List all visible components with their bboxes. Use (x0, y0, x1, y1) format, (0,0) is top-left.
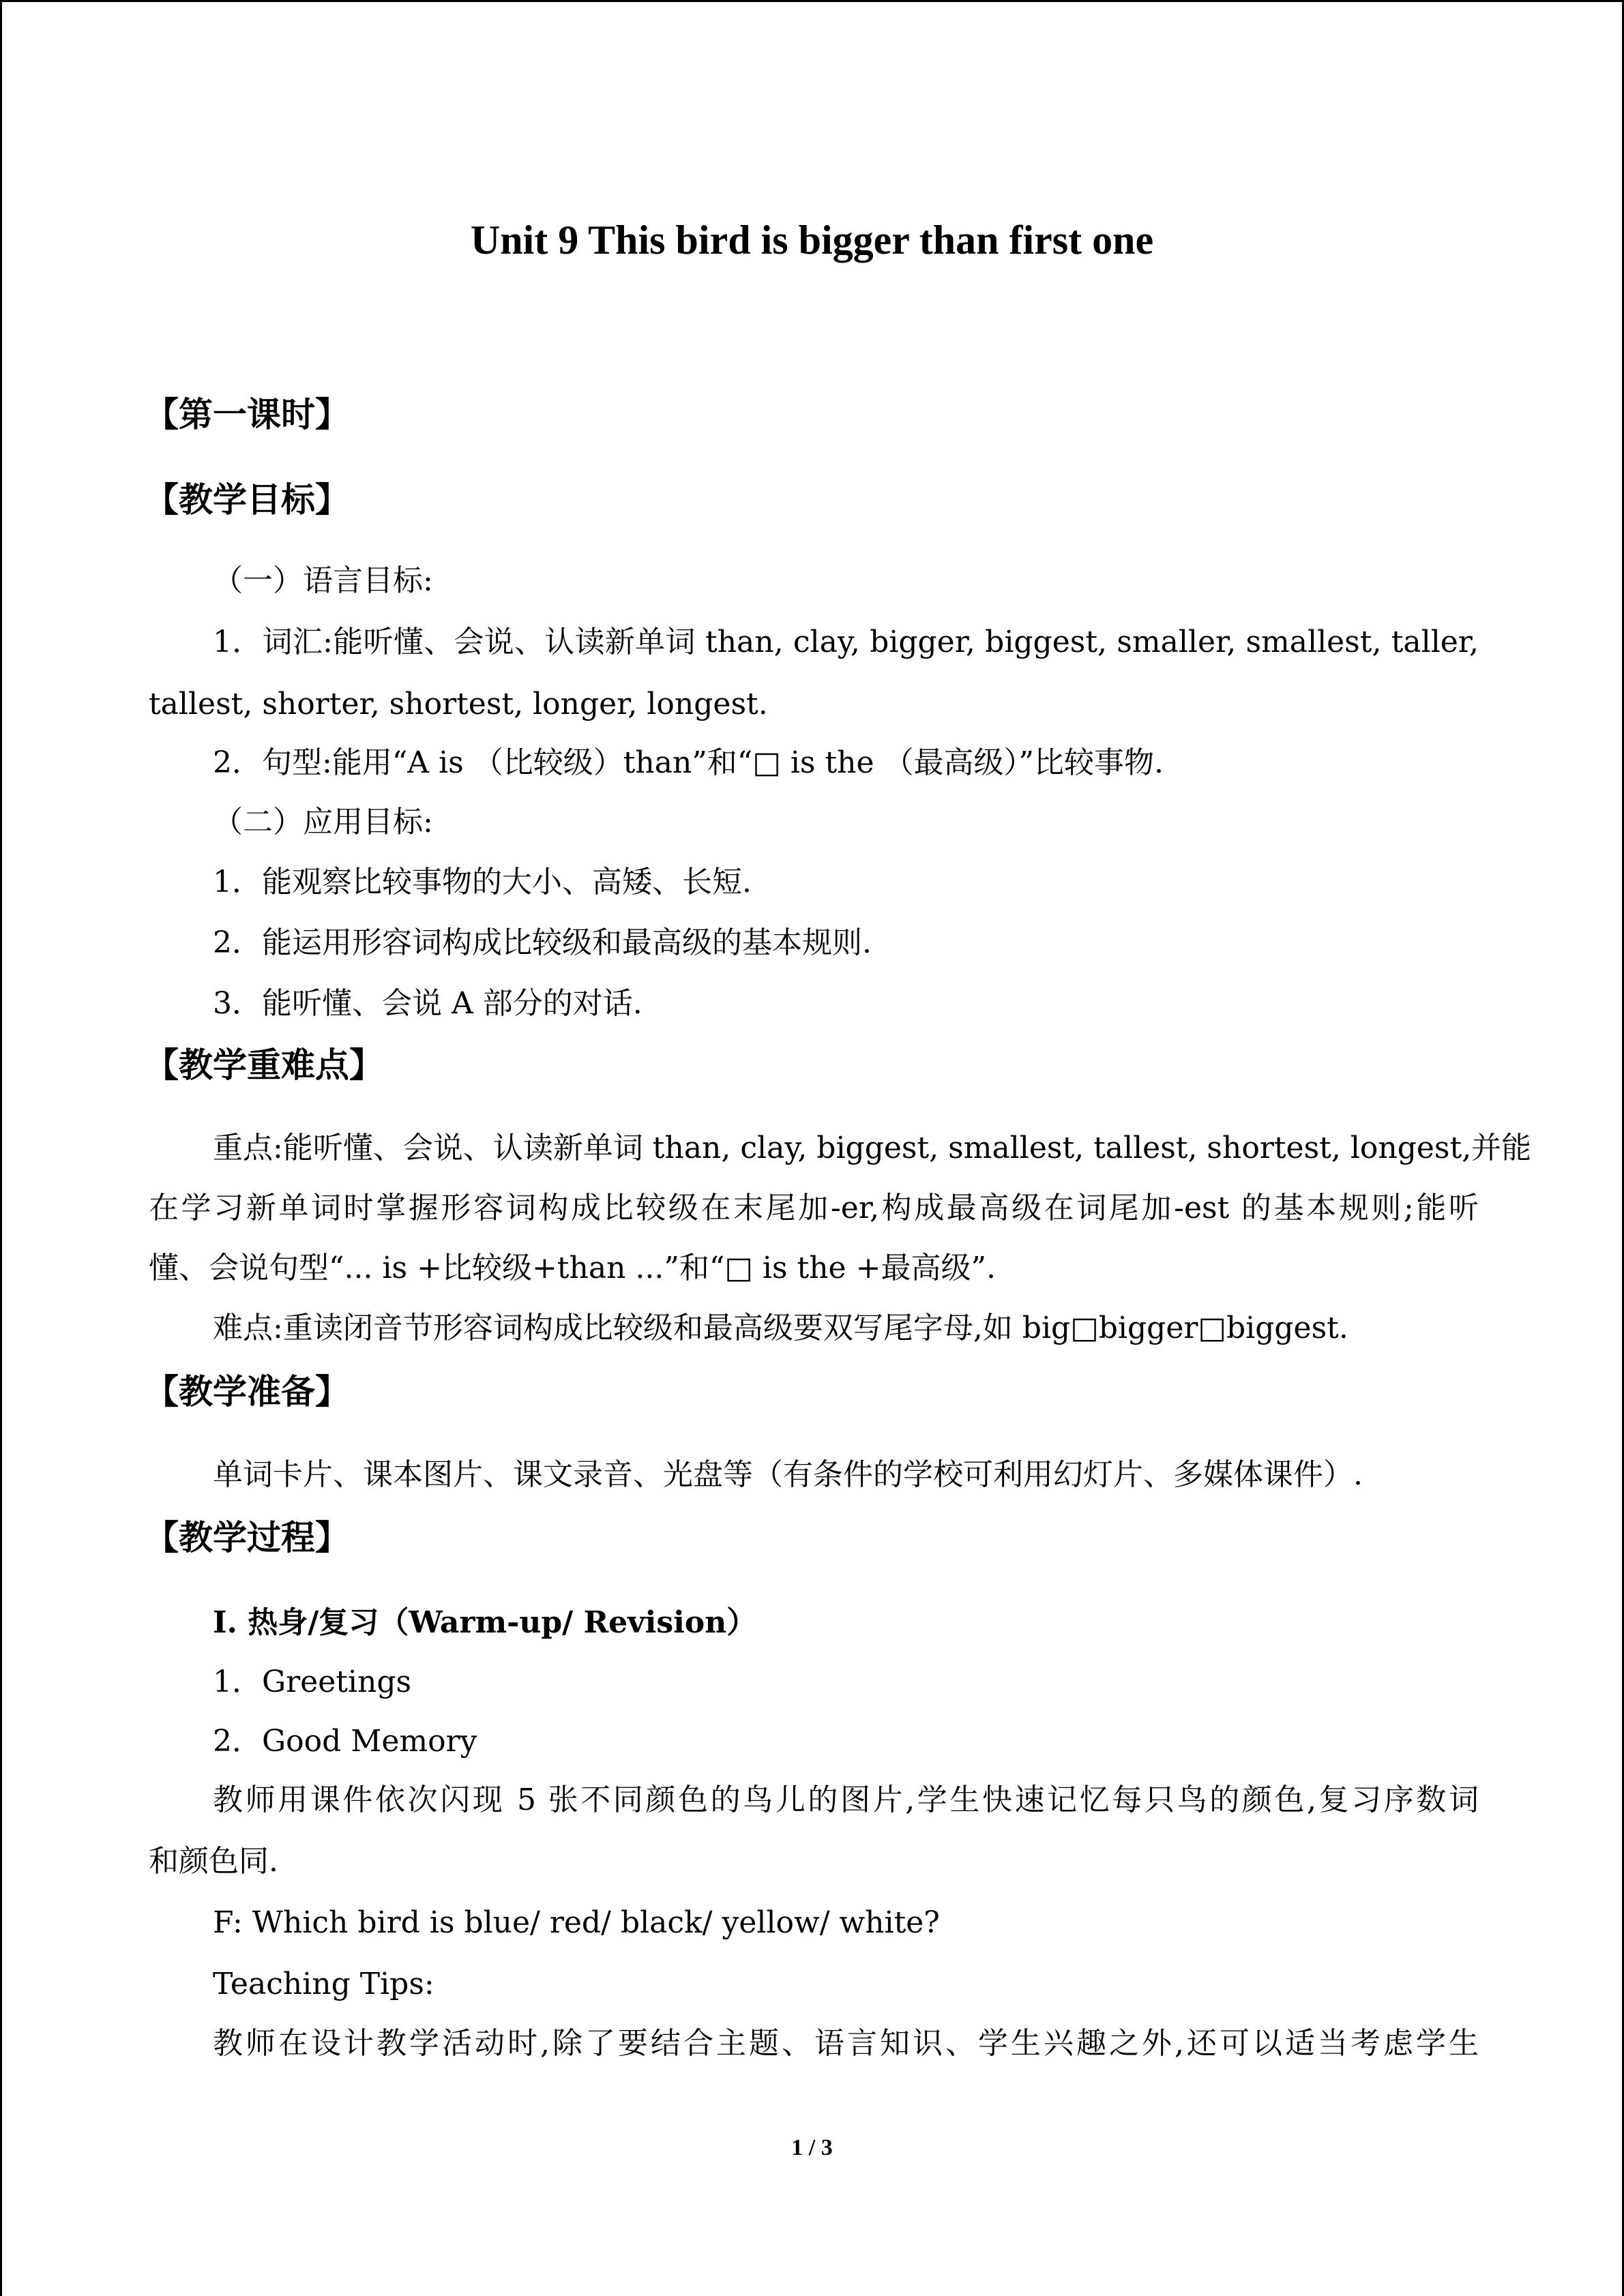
page-border-top (0, 0, 1624, 2)
objectives-heading: 【教学目标】 (145, 480, 349, 520)
application-item-3: 3．能听懂、会说 A 部分的对话. (213, 986, 643, 1021)
teaching-tips-label: Teaching Tips: (213, 1967, 434, 2001)
preparation-materials: 单词卡片、课本图片、课文录音、光盘等（有条件的学校可利用幻灯片、多媒体课件）. (213, 1457, 1363, 1492)
process-item-2: 2．Good Memory (213, 1724, 477, 1759)
key-points-heading: 【教学重难点】 (145, 1045, 383, 1085)
process-question: F: Which bird is blue/ red/ black/ yellow/ white? (213, 1905, 940, 1940)
process-heading: 【教学过程】 (145, 1518, 349, 1557)
application-item-1: 1．能观察比较事物的大小、高矮、长短. (213, 865, 752, 899)
difficulty-line: 难点:重读闭音节形容词构成比较级和最高级要双写尾字母,如 big□bigger□biggest. (213, 1311, 1348, 1345)
process-item-1: 1．Greetings (213, 1665, 412, 1699)
vocab-line-1: 1．词汇:能听懂、会说、认读新单词 than, clay, bigger, biggest, smaller, smallest, taller, (213, 625, 1479, 659)
language-goal-label: （一）语言目标: (213, 563, 433, 598)
sentence-pattern: 2．句型:能用“A is （比较级）than”和“□ is the （最高级）”比较事物. (213, 745, 1164, 780)
application-goal-label: （二）应用目标: (213, 805, 433, 839)
preparation-heading: 【教学准备】 (145, 1372, 349, 1412)
vocab-line-2: tallest, shorter, shortest, longer, longest. (149, 687, 768, 721)
focus-line-1: 重点:能听懂、会说、认读新单词 than, clay, biggest, smallest, tallest, shortest, longest,并能 (213, 1131, 1532, 1165)
focus-line-2: 在学习新单词时掌握形容词构成比较级在末尾加-er,构成最高级在词尾加-est 的基本规则;能听 (149, 1191, 1479, 1225)
process-desc-line-1: 教师用课件依次闪现 5 张不同颜色的鸟儿的图片,学生快速记忆每只鸟的颜色,复习序数词 (213, 1783, 1479, 1817)
teaching-tips-line-1: 教师在设计教学活动时,除了要结合主题、语言知识、学生兴趣之外,还可以适当考虑学生 (213, 2026, 1479, 2061)
page-number: 1 / 3 (791, 2135, 833, 2160)
process-desc-line-2: 和颜色同. (149, 1844, 278, 1879)
application-item-2: 2．能运用形容词构成比较级和最高级的基本规则. (213, 925, 872, 960)
focus-line-3: 懂、会说句型“... is +比较级+than ...”和“□ is the +最高级”. (149, 1251, 996, 1285)
document-title: Unit 9 This bird is bigger than first one (470, 218, 1154, 263)
lesson-heading: 【第一课时】 (145, 395, 349, 434)
step-1-heading: I. 热身/复习（Warm-up/ Revision） (213, 1605, 757, 1640)
page-border-left (0, 0, 2, 2296)
